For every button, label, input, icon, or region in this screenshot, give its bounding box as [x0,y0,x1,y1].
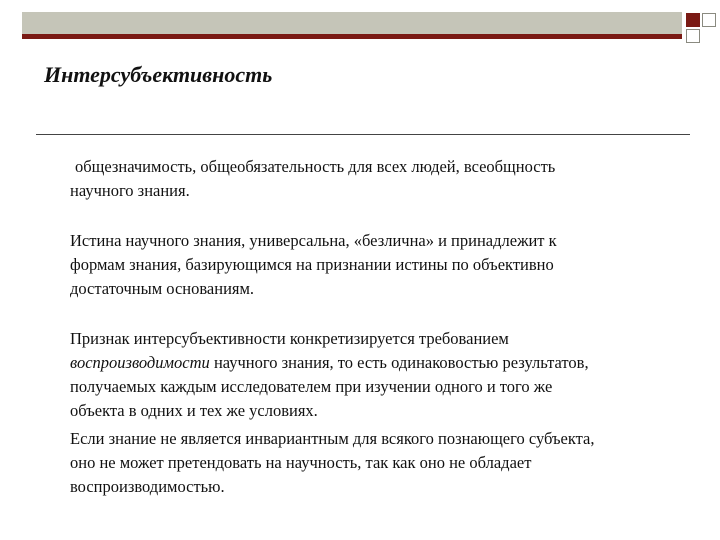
text-line: достаточным основаниям. [70,279,255,298]
text-line: Если знание не является инвариантным для всякого познающего субъекта, [70,429,595,448]
text-line: формам знания, базирующимся на признании истины по объективно [70,255,554,274]
text-line: объекта в одних и тех же условиях. [70,401,318,420]
corner-square-outline-right [702,13,716,27]
corner-square-outline-bottom [686,29,700,43]
italic-term: воспроизводимости [70,353,210,372]
paragraph-definition [70,155,720,203]
text-fragment: научного знания, то есть одинаковостью результатов, [209,353,589,372]
slide-body [70,155,720,525]
text-line: научного знания. [70,181,190,200]
text-line: Признак интерсубъективности конкретизируется требованием [70,329,509,348]
header-band [22,12,682,34]
text-line: получаемых каждым исследователем при изучении одного и того же [70,377,553,396]
title-divider [36,134,690,135]
text-line: воспроизводимостью. [70,477,225,496]
header-rule [22,34,682,39]
paragraph-truth [70,229,720,301]
text-line: Истина научного знания, универсальна, «безлична» и принадлежит к [70,231,557,250]
text-line [70,351,720,375]
text-line: общезначимость, общеобязательность для всех людей, всеобщность [75,157,556,176]
slide-title: Интерсубъективность [44,62,273,87]
paragraph-invariance [70,427,720,499]
text-line: оно не может претендовать на научность, так как оно не обладает [70,453,532,472]
corner-square-filled [686,13,700,27]
paragraph-reproducibility [70,327,720,423]
